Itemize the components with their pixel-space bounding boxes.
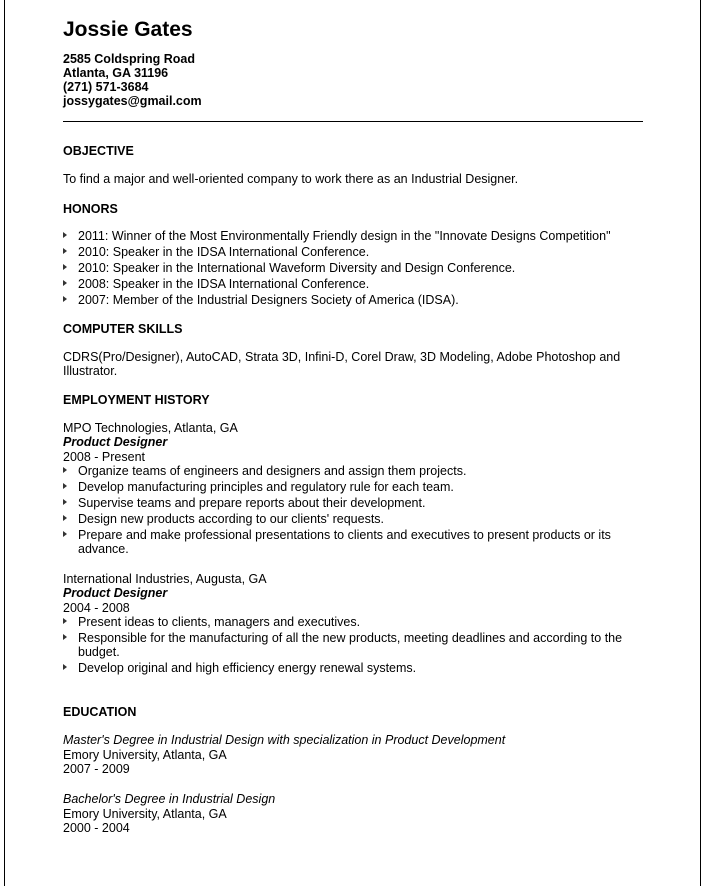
objective-text: To find a major and well-oriented company to work there as an Industrial Designer. [63,172,519,186]
list-item: Supervise teams and prepare reports about their development. [63,496,643,510]
education-entry [63,733,643,776]
bullet-arrow-icon [63,499,67,505]
school: Emory University, Atlanta, GA [63,748,227,762]
company: MPO Technologies, Atlanta, GA [63,421,238,435]
job-title: Product Designer [63,586,168,600]
bullet-arrow-icon [63,618,67,624]
email: jossygates@gmail.com [63,94,202,108]
job-entry [63,572,643,675]
honors-list [63,229,643,307]
bullet-arrow-icon [63,248,67,254]
list-item: 2007: Member of the Industrial Designers Society of America (IDSA). [63,293,643,307]
skills-text: CDRS(Pro/Designer), AutoCAD, Strata 3D, Infini-D, Corel Draw, 3D Modeling, Adobe Photoshop and Illustrator. [63,350,621,378]
list-item: Design new products according to our clients' requests. [63,512,643,526]
duties-list [63,615,643,675]
bullet-arrow-icon [63,280,67,286]
duties-list [63,464,643,556]
bullet-arrow-icon [63,232,67,238]
education-dates: 2000 - 2004 [63,821,130,835]
employment-heading: EMPLOYMENT HISTORY [63,393,210,407]
list-item: Develop manufacturing principles and regulatory rule for each team. [63,480,643,494]
company: International Industries, Augusta, GA [63,572,267,586]
job-entry [63,421,643,556]
bullet-arrow-icon [63,264,67,270]
bullet-arrow-icon [63,634,67,640]
degree: Master's Degree in Industrial Design with specialization in Product Development [63,733,506,747]
header-divider [63,121,643,122]
school: Emory University, Atlanta, GA [63,807,227,821]
list-item: Responsible for the manufacturing of all the new products, meeting deadlines and according to the budget. [63,631,643,659]
education-dates: 2007 - 2009 [63,762,130,776]
contact-block [63,52,643,108]
candidate-name: Jossie Gates [63,18,193,41]
bullet-arrow-icon [63,515,67,521]
bullet-arrow-icon [63,483,67,489]
job-dates: 2008 - Present [63,450,145,464]
job-title: Product Designer [63,435,168,449]
job-dates: 2004 - 2008 [63,601,130,615]
objective-heading: OBJECTIVE [63,144,134,158]
bullet-arrow-icon [63,296,67,302]
address-line-1: 2585 Coldspring Road [63,52,195,66]
list-item: 2008: Speaker in the IDSA International Conference. [63,277,643,291]
list-item: Develop original and high efficiency energy renewal systems. [63,661,643,675]
bullet-arrow-icon [63,531,67,537]
education-entry [63,792,643,835]
bullet-arrow-icon [63,467,67,473]
resume [63,17,643,835]
list-item: 2011: Winner of the Most Environmentally Friendly design in the "Innovate Designs Competition" [63,229,643,243]
address-line-2: Atlanta, GA 31196 [63,66,169,80]
skills-heading: COMPUTER SKILLS [63,322,183,336]
list-item: 2010: Speaker in the IDSA International Conference. [63,245,643,259]
honors-heading: HONORS [63,202,118,216]
list-item: Organize teams of engineers and designers and assign them projects. [63,464,643,478]
list-item: Prepare and make professional presentations to clients and executives to present products or its advance. [63,528,643,556]
degree: Bachelor's Degree in Industrial Design [63,792,276,806]
list-item: 2010: Speaker in the International Waveform Diversity and Design Conference. [63,261,643,275]
bullet-arrow-icon [63,664,67,670]
education-heading: EDUCATION [63,705,137,719]
list-item: Present ideas to clients, managers and executives. [63,615,643,629]
phone: (271) 571-3684 [63,80,149,94]
